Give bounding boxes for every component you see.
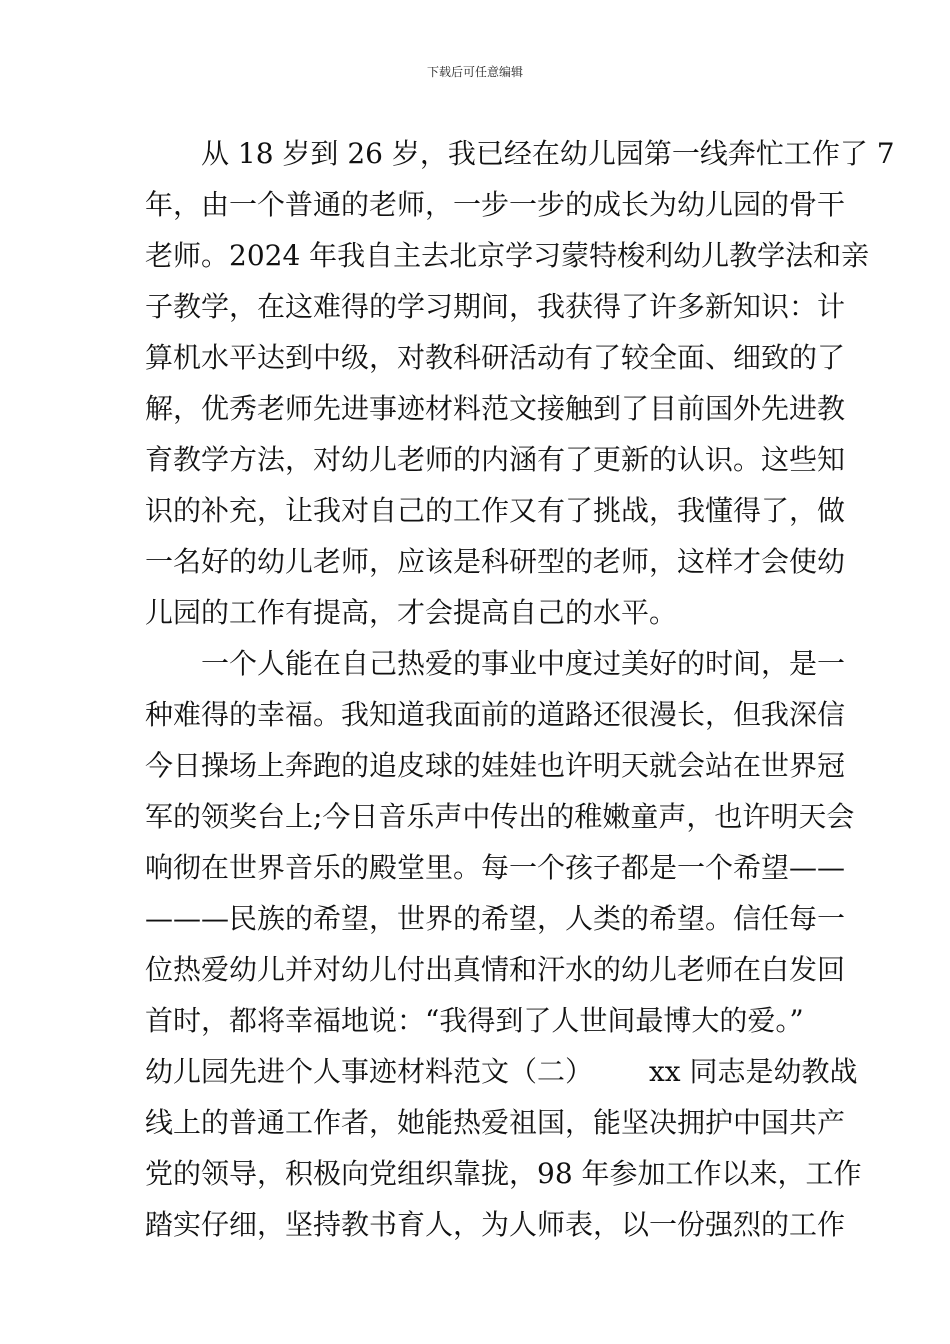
section-2-heading: 幼儿园先进个人事迹材料范文（二） bbox=[145, 1055, 594, 1088]
paragraph-1-line-9: 一名好的幼儿老师，应该是科研型的老师，这样才会使幼 bbox=[145, 545, 846, 578]
section-2-line-3: 踏实仔细，坚持教书育人，为人师表，以一份强烈的工作 bbox=[145, 1208, 846, 1241]
paragraph-1-line-10: 儿园的工作有提高，才会提高自己的水平。 bbox=[145, 596, 678, 629]
section-2-line-2: 党的领导，积极向党组织靠拢，98 年参加工作以来，工作 bbox=[145, 1157, 862, 1190]
paragraph-1-line-1: 从 18 岁到 26 岁，我已经在幼儿园第一线奔忙工作了 7 bbox=[201, 137, 895, 170]
paragraph-2-line-1: 一个人能在自己热爱的事业中度过美好的时间，是一 bbox=[201, 647, 846, 680]
paragraph-1-line-2: 年，由一个普通的老师，一步一步的成长为幼儿园的骨干 bbox=[145, 188, 846, 221]
paragraph-1-line-8: 识的补充，让我对自己的工作又有了挑战，我懂得了，做 bbox=[145, 494, 846, 527]
paragraph-1-line-3: 老师。2024 年我自主去北京学习蒙特梭利幼儿教学法和亲 bbox=[145, 239, 870, 272]
paragraph-2-line-8: 首时，都将幸福地说：“我得到了人世间最博大的爱。” bbox=[145, 1004, 804, 1037]
section-2-line-1: 线上的普通工作者，她能热爱祖国，能坚决拥护中国共产 bbox=[145, 1106, 846, 1139]
paragraph-2-line-5: 响彻在世界音乐的殿堂里。每一个孩子都是一个希望—— bbox=[145, 851, 846, 884]
body-text bbox=[145, 128, 895, 1250]
paragraph-2-line-6: ———民族的希望，世界的希望，人类的希望。信任每一 bbox=[145, 902, 846, 935]
paragraph-1-line-5: 算机水平达到中级，对教科研活动有了较全面、细致的了 bbox=[145, 341, 846, 374]
header-note: 下载后可任意编辑 bbox=[426, 65, 523, 79]
paragraph-2-line-7: 位热爱幼儿并对幼儿付出真情和汗水的幼儿老师在白发回 bbox=[145, 953, 846, 986]
paragraph-1-line-4: 子教学，在这难得的学习期间，我获得了许多新知识：计 bbox=[145, 290, 846, 323]
paragraph-2-line-3: 今日操场上奔跑的追皮球的娃娃也许明天就会站在世界冠 bbox=[145, 749, 846, 782]
paragraph-2-line-2: 种难得的幸福。我知道我面前的道路还很漫长，但我深信 bbox=[145, 698, 846, 731]
section-2-heading-tail: xx 同志是幼教战 bbox=[649, 1055, 858, 1088]
paragraph-1-line-7: 育教学方法，对幼儿老师的内涵有了更新的认识。这些知 bbox=[145, 443, 846, 476]
section-2-heading-line bbox=[145, 1046, 858, 1097]
paragraph-1-line-6: 解，优秀老师先进事迹材料范文接触到了目前国外先进教 bbox=[145, 392, 846, 425]
paragraph-2-line-4: 军的领奖台上;今日音乐声中传出的稚嫩童声，也许明天会 bbox=[145, 800, 855, 833]
